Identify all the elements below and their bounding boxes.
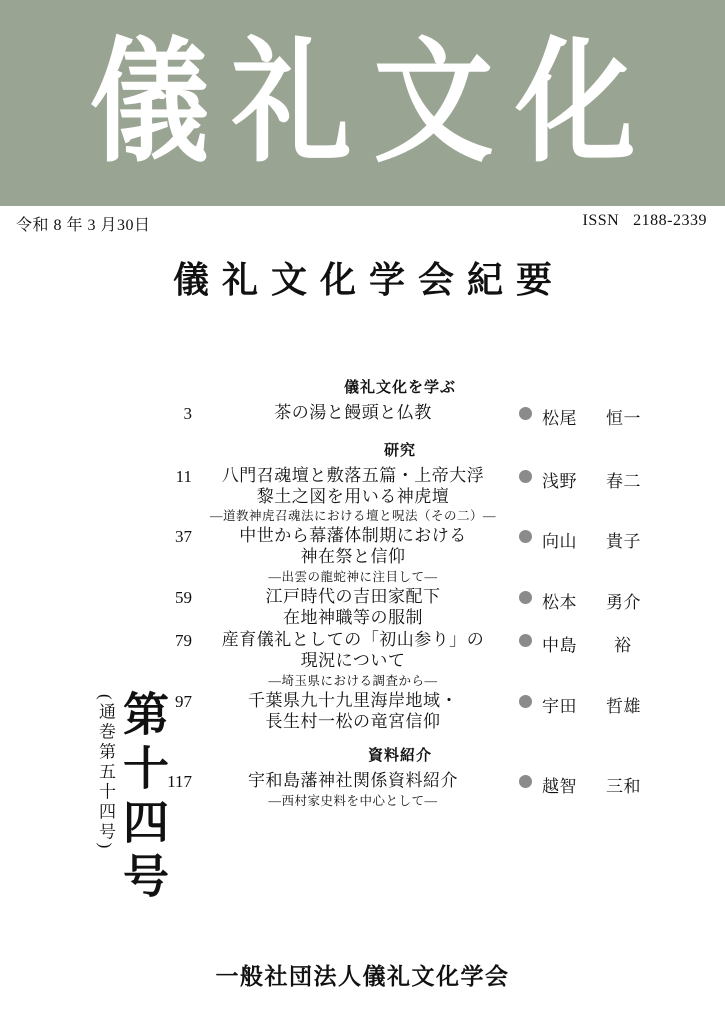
author-surname: 松本 <box>542 592 577 612</box>
author-given-name: 恒一 <box>606 409 641 428</box>
journal-title: 儀礼文化学会紀要 <box>172 259 565 301</box>
volume-number: 第十四号 <box>116 690 170 906</box>
toc-entry-title-line2: 在地神職等の服制 <box>283 607 423 627</box>
toc-entry[interactable] <box>150 771 650 809</box>
toc-entry[interactable] <box>150 403 650 429</box>
bullet-dot-icon <box>508 691 542 708</box>
toc-entry-title <box>202 587 504 628</box>
toc-entry[interactable] <box>150 526 650 584</box>
bullet-dot-icon <box>508 466 542 483</box>
author-surname: 浅野 <box>542 472 577 491</box>
publication-date: 令和 8 年 3 月30日 <box>16 217 151 234</box>
toc-entry-page: 59 <box>175 587 192 607</box>
toc-entry-title-line1: 宇和島藩神社関係資料紹介 <box>248 771 458 791</box>
author-given-name: 春二 <box>606 472 641 491</box>
author-given-name: 裕 <box>614 636 632 656</box>
author-given-name: 勇介 <box>606 592 641 612</box>
toc-entry-page: 3 <box>183 404 192 423</box>
toc-entry[interactable] <box>150 466 650 524</box>
toc-entry-author <box>542 526 650 552</box>
toc-entry-title: 茶の湯と饅頭と仏教 <box>274 403 432 422</box>
toc-entry-title-line1: 江戸時代の吉田家配下 <box>265 586 441 606</box>
publisher-name: 一般社団法人儀礼文化学会 <box>215 963 510 990</box>
toc-entry-author <box>542 587 650 613</box>
table-of-contents <box>150 376 650 811</box>
toc-entry-title-line1: 千葉県九十九里海岸地域・ <box>248 690 458 710</box>
toc-entry-author <box>542 466 650 492</box>
toc-entry-page: 37 <box>175 527 192 547</box>
toc-entry[interactable] <box>150 587 650 628</box>
author-surname: 越智 <box>542 777 577 797</box>
author-surname: 中島 <box>542 636 577 656</box>
toc-section-heading-1: 研究 <box>383 443 416 459</box>
bullet-dot-icon <box>508 771 542 788</box>
toc-entry-title-line1: 八門召魂壇と敷落五篇・上帝大浮 <box>221 466 485 485</box>
toc-entry-page: 97 <box>175 691 192 711</box>
issn-label: ISSN <box>582 212 620 229</box>
masthead-title: 儀礼文化 <box>89 23 658 182</box>
bullet-dot-icon <box>508 630 542 647</box>
toc-entry-title <box>202 630 504 688</box>
toc-entry-body <box>192 466 508 524</box>
author-surname: 松尾 <box>542 409 577 428</box>
meta-row <box>0 212 725 236</box>
author-given-name: 三和 <box>606 777 641 797</box>
toc-entry-title <box>202 771 504 809</box>
toc-entry-body <box>192 691 508 732</box>
issn-number: 2188-2339 <box>633 212 707 229</box>
toc-entry-body <box>192 526 508 584</box>
toc-entry-body <box>192 771 508 809</box>
toc-entry-author <box>542 691 650 717</box>
toc-entry-title <box>202 691 504 732</box>
toc-entry-title <box>202 526 504 584</box>
toc-entry-body <box>192 403 508 424</box>
toc-entry[interactable] <box>150 691 650 732</box>
toc-entry-subtitle: ―西村家史料を中心として― <box>268 794 438 809</box>
toc-entry-title-line1: 産育儀礼としての「初山参り」の <box>221 630 485 650</box>
toc-entry-author <box>542 403 650 429</box>
toc-entry-author <box>542 771 650 797</box>
author-surname: 向山 <box>542 532 577 552</box>
toc-entry-author <box>542 630 650 656</box>
toc-entry-title-line2: 黎土之図を用いる神虎壇 <box>256 486 450 506</box>
toc-entry-subtitle: ―道教神虎召魂法における壇と呪法（その二）― <box>209 509 496 524</box>
masthead-band <box>0 0 725 206</box>
toc-entry-title <box>202 466 504 524</box>
toc-entry-page: 11 <box>175 467 192 486</box>
toc-entry-title-line2: 現況について <box>300 651 406 671</box>
author-surname: 宇田 <box>542 696 577 716</box>
bullet-dot-icon <box>508 403 542 420</box>
toc-entry[interactable] <box>150 630 650 688</box>
toc-entry-subtitle: ―出雲の龍蛇神に注目して― <box>268 569 438 584</box>
bullet-dot-icon <box>508 526 542 543</box>
toc-entry-title-line2: 神在祭と信仰 <box>300 547 406 567</box>
author-given-name: 貴子 <box>606 532 641 552</box>
toc-entry-page: 117 <box>167 772 192 792</box>
volume-serial-number: (通巻第五十四号) <box>96 694 115 852</box>
toc-entry-body <box>192 630 508 688</box>
toc-section-heading-0: 儀礼文化を学ぶ <box>343 380 456 396</box>
toc-section-heading-2: 資料紹介 <box>367 748 432 765</box>
toc-entry-page: 79 <box>175 631 192 651</box>
toc-entry-subtitle: ―埼玉県における調査から― <box>268 673 438 688</box>
bullet-dot-icon <box>508 587 542 604</box>
toc-entry-title-line1: 中世から幕藩体制期における <box>239 526 467 546</box>
toc-entry-body <box>192 587 508 628</box>
author-given-name: 哲雄 <box>606 696 641 716</box>
issn <box>582 212 707 230</box>
toc-entry-title-line2: 長生村一松の竜宮信仰 <box>265 711 441 731</box>
